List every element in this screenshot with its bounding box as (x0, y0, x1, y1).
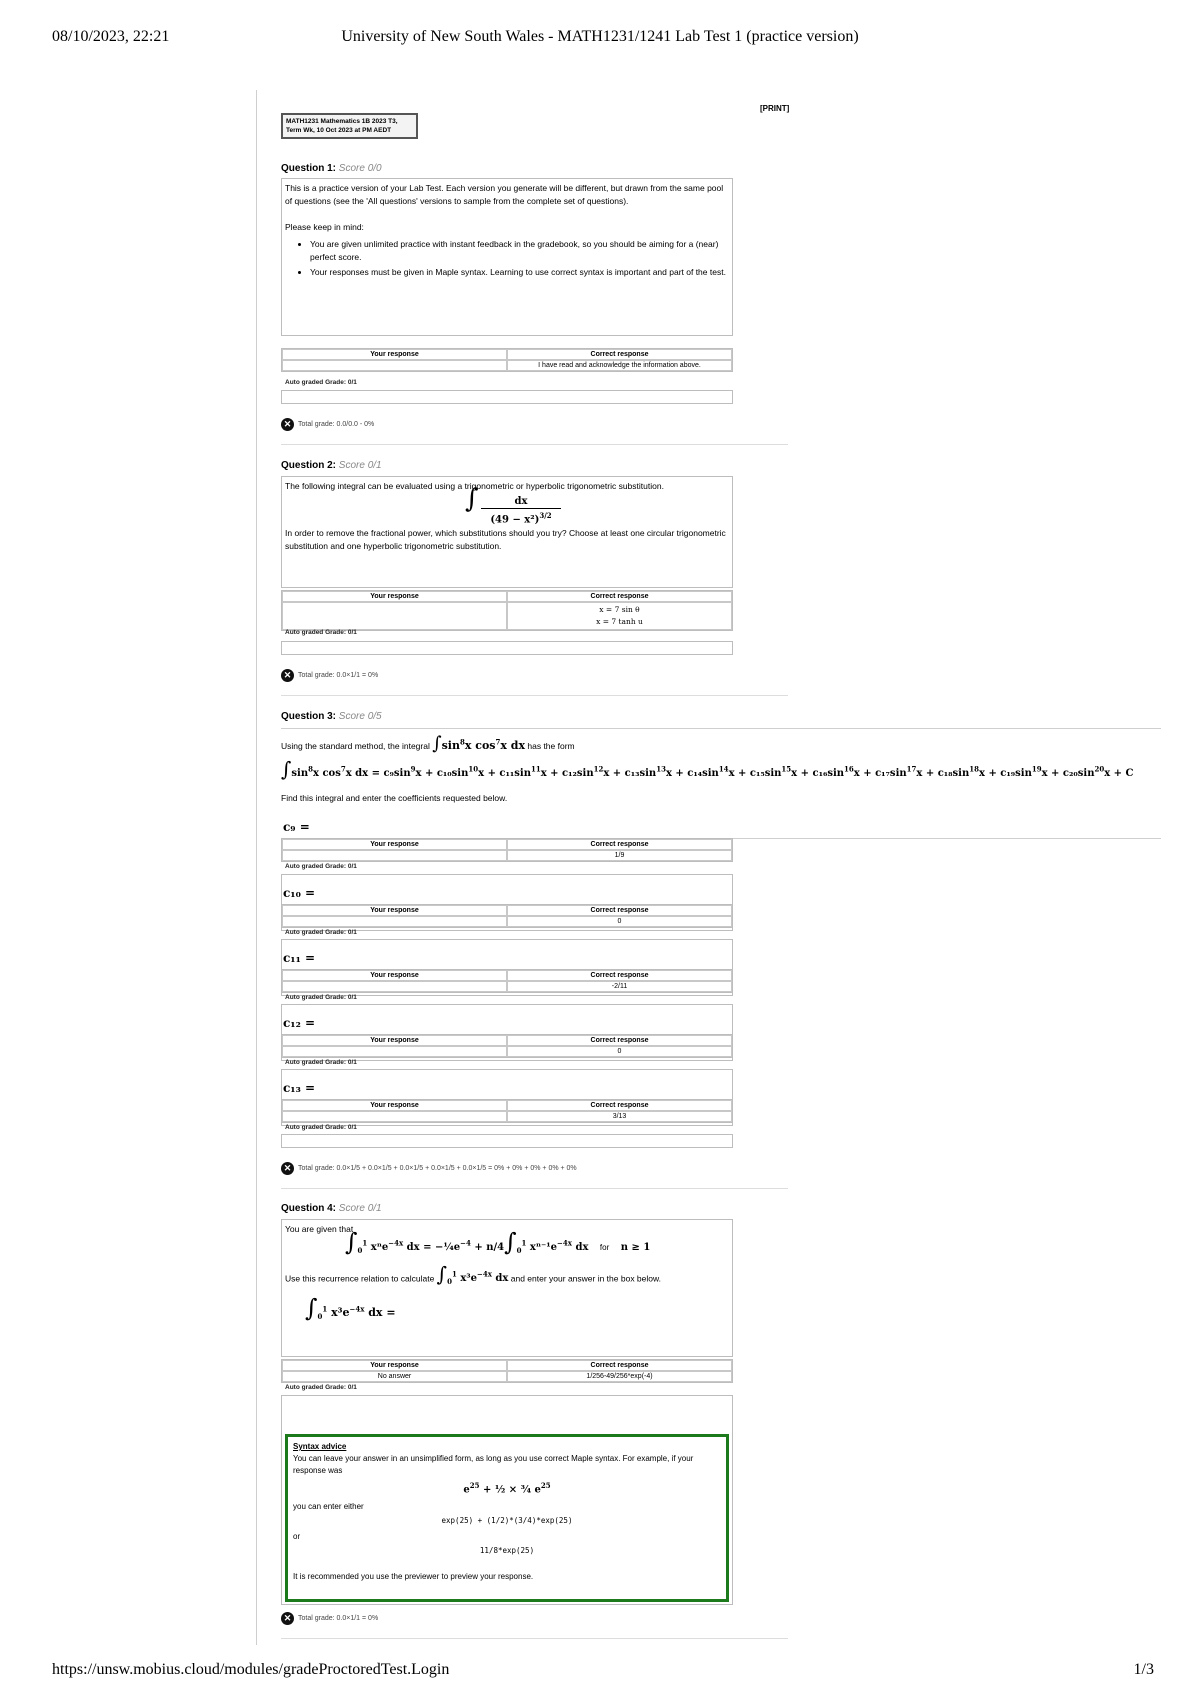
your-response-value (282, 916, 507, 927)
q4-n-condition: n ≥ 1 (620, 1242, 651, 1253)
c10-autograde: Auto graded Grade: 0/1 (285, 929, 357, 936)
q3-line-1: Using the standard method, the integral $\int\sin^8x$ $\cos^7x$ dx has the form (281, 733, 575, 754)
correct-response-header: Correct response (507, 1360, 732, 1371)
q2-autograde: Auto graded Grade: 0/1 (285, 629, 357, 636)
q4-total-text: Total grade: 0.0×1/1 = 0% (298, 1615, 379, 1622)
correct-response-value: -2/11 (507, 981, 732, 992)
your-response-header: Your response (282, 905, 507, 916)
q1-body (281, 178, 733, 336)
left-rule (256, 90, 257, 1645)
incorrect-icon: ✕ (281, 418, 294, 431)
q1-feedback-bar (281, 390, 733, 404)
q3-line-1-pre: Using the standard method, the integral (281, 741, 430, 751)
q2-total (281, 669, 378, 682)
info-line-1: MATH1231 Mathematics 1B 2023 T3, (286, 118, 398, 125)
q2-total-text: Total grade: 0.0×1/1 = 0% (298, 672, 379, 679)
q2-heading (281, 460, 382, 471)
separator (281, 695, 788, 696)
c9-response-table (281, 838, 733, 862)
q3-find: Find this integral and enter the coefficients requested below. (281, 793, 508, 803)
print-url: https://unsw.mobius.cloud/modules/gradeProctoredTest.Login (52, 1661, 450, 1678)
syntax-example: $e^{25}$ + ½ × ¾ $e^{25}$ (463, 1481, 551, 1496)
coef-label-c10: c₁₀ = (283, 886, 316, 900)
q1-intro: This is a practice version of your Lab Test. Each version you generate will be different, but drawn from the same pool of questions (see the 'All questions' versions to sample from the complete set of questions). (285, 183, 724, 206)
print-date: 08/10/2023, 22:21 (52, 28, 170, 45)
q2-correct-1: x = 7 sin θ (599, 605, 640, 614)
incorrect-icon: ✕ (281, 669, 294, 682)
your-response-header: Your response (282, 1100, 507, 1111)
correct-response-value (507, 602, 732, 630)
q4-score: Score 0/1 (338, 1203, 382, 1214)
q4-body (281, 1219, 733, 1357)
separator (281, 444, 788, 445)
c13-response-table (281, 1099, 733, 1123)
q2-integral: ∫ dx $(49 - x^2)^{3/2}$ (285, 493, 729, 527)
q3-line-1-post: has the form (527, 741, 575, 751)
syntax-text-1: You can leave your answer in an unsimplified form, as long as you use correct Maple syntax. For example, if your response was (293, 1454, 694, 1475)
q3-heading (281, 711, 382, 722)
q2-title: Question 2: (281, 460, 337, 471)
q2-body (281, 476, 733, 588)
your-response-header: Your response (282, 591, 507, 602)
syntax-or: or (293, 1532, 301, 1542)
your-response-header: Your response (282, 970, 507, 981)
correct-response-header: Correct response (507, 970, 732, 981)
your-response-header: Your response (282, 1035, 507, 1046)
q1-bullet-1: • You are given unlimited practice with instant feedback in the gradebook, so you should be aiming for a (near) perfect score. (310, 238, 729, 264)
print-title: University of New South Wales - MATH1231/1241 Lab Test 1 (practice version) (341, 28, 859, 45)
q2-response-table (281, 590, 733, 631)
your-response-header: Your response (282, 839, 507, 850)
incorrect-icon: ✕ (281, 1612, 294, 1625)
q3-score: Score 0/5 (338, 711, 382, 722)
syntax-text-2: you can enter either (293, 1502, 364, 1512)
q1-keep: Please keep in mind: (285, 222, 364, 232)
c11-autograde: Auto graded Grade: 0/1 (285, 994, 357, 1001)
correct-response-header: Correct response (507, 1100, 732, 1111)
c12-autograde: Auto graded Grade: 0/1 (285, 1059, 357, 1066)
q4-autograde: Auto graded Grade: 0/1 (285, 1384, 357, 1391)
your-response-value (282, 1046, 507, 1057)
syntax-code-2: 11/8*exp(25) (479, 1546, 535, 1556)
correct-response-value: 1/9 (507, 850, 732, 861)
separator (281, 1188, 788, 1189)
print-link[interactable]: [PRINT] (760, 104, 790, 113)
q2-feedback-bar (281, 641, 733, 655)
correct-response-value: 1/256-49/256*exp(-4) (507, 1371, 732, 1382)
your-response-value (282, 850, 507, 861)
q4-use-pre: Use this recurrence relation to calculate (285, 1273, 435, 1284)
your-response-value (282, 1111, 507, 1122)
q4-response-table (281, 1359, 733, 1383)
correct-response-value: I have read and acknowledge the information above. (507, 360, 732, 371)
coef-label-c12: c₁₂ = (283, 1016, 316, 1030)
your-response-header: Your response (282, 349, 507, 360)
q4-answer-eq: $\int_0^1$ $x^3e^{-4x}$ dx = (305, 1294, 396, 1323)
correct-response-header: Correct response (507, 905, 732, 916)
syntax-advice-box (285, 1434, 729, 1602)
c10-response-table (281, 904, 733, 928)
c11-response-table (281, 969, 733, 993)
coef-label-c9: c₉ = (283, 820, 310, 834)
c12-response-table (281, 1034, 733, 1058)
syntax-title: Syntax advice (293, 1442, 347, 1451)
q2-text-1: The following integral can be evaluated using a trigonometric or hyperbolic trigonometric substitution. (285, 481, 664, 491)
q2-text-2: In order to remove the fractional power, which substitutions should you try? Choose at least one circular trigonometric substitution and one hyperbolic trigonometric substitution. (285, 528, 726, 551)
q1-autograde: Auto graded Grade: 0/1 (285, 379, 357, 386)
q2-correct-2: x = 7 tanh u (596, 617, 643, 626)
q3-top-rule (281, 728, 1161, 729)
correct-response-header: Correct response (507, 839, 732, 850)
syntax-code-1: exp(25) + (1/2)*(3/4)*exp(25) (441, 1516, 573, 1526)
q4-recurrence: $\int_0^1$ xⁿe$^{-4x}$ dx = $-\frac{1}{4}e^{-4} + n/4\int_0^1$ $x^{n-1}e^{-4x}$ dx for n ≥ 1 (345, 1228, 651, 1256)
correct-response-header: Correct response (507, 591, 732, 602)
q2-score: Score 0/1 (338, 460, 382, 471)
q1-title: Question 1: (281, 163, 337, 174)
info-line-2: Term Wk, 10 Oct 2023 at PM AEDT (286, 127, 392, 134)
q4-heading (281, 1203, 382, 1214)
q1-response-table (281, 348, 733, 372)
q4-given: You are given that (285, 1224, 354, 1234)
q4-for: for (599, 1243, 610, 1252)
q1-total-text: Total grade: 0.0/0.0 - 0% (298, 421, 375, 428)
q4-total (281, 1612, 378, 1625)
your-response-value (282, 981, 507, 992)
correct-response-header: Correct response (507, 1035, 732, 1046)
q3-form: $\int\sin^8x$ $\cos^7x$ dx = $c_9\sin^9x + c_{10}\sin^{10}x + c_{11}\sin^{11}x + c_{12}\sin^{12}x + c_{13}\sin^{13}x + c_{14}\sin^{14}x + c_{15}\sin^{15}x + c_{16}\sin^{16}x + c_{17}\sin^{17}x + c_{18}\sin^{18}x + c_{19}\sin^{19}x + c_{20}\sin^{20}x + C$ (281, 757, 1134, 781)
coef-label-c13: c₁₃ = (283, 1081, 316, 1095)
your-response-value: No answer (282, 1371, 507, 1382)
your-response-header: Your response (282, 1360, 507, 1371)
q3-total-text: Total grade: 0.0×1/5 + 0.0×1/5 + 0.0×1/5 + 0.0×1/5 + 0.0×1/5 = 0% + 0% + 0% + 0% + 0% (298, 1165, 577, 1172)
separator (281, 1638, 788, 1639)
your-response-value (282, 360, 507, 371)
correct-response-value: 0 (507, 1046, 732, 1057)
q4-title: Question 4: (281, 1203, 337, 1214)
print-page-number: 1/3 (1133, 1661, 1154, 1678)
correct-response-value: 0 (507, 916, 732, 927)
correct-response-header: Correct response (507, 349, 732, 360)
q4-use: Use this recurrence relation to calculate $\int_0^1$ $x^3e^{-4x}$ dx and enter your answer in the box below. (285, 1262, 662, 1287)
test-info-box (281, 113, 418, 139)
q3-feedback-bar (281, 1134, 733, 1148)
q1-total (281, 418, 374, 431)
c9-autograde: Auto graded Grade: 0/1 (285, 863, 357, 870)
q3-title: Question 3: (281, 711, 337, 722)
c13-autograde: Auto graded Grade: 0/1 (285, 1124, 357, 1131)
incorrect-icon: ✕ (281, 1162, 294, 1175)
correct-response-value: 3/13 (507, 1111, 732, 1122)
q4-use-post: and enter your answer in the box below. (510, 1273, 662, 1284)
your-response-value (282, 602, 507, 630)
coef-label-c11: c₁₁ = (283, 951, 316, 965)
q3-total (281, 1162, 577, 1175)
q1-score: Score 0/0 (338, 163, 382, 174)
q1-heading (281, 163, 382, 174)
q1-bullet-2: • Your responses must be given in Maple syntax. Learning to use correct syntax is important and part of the test. (310, 266, 729, 279)
syntax-text-3: It is recommended you use the previewer to preview your response. (293, 1572, 534, 1582)
